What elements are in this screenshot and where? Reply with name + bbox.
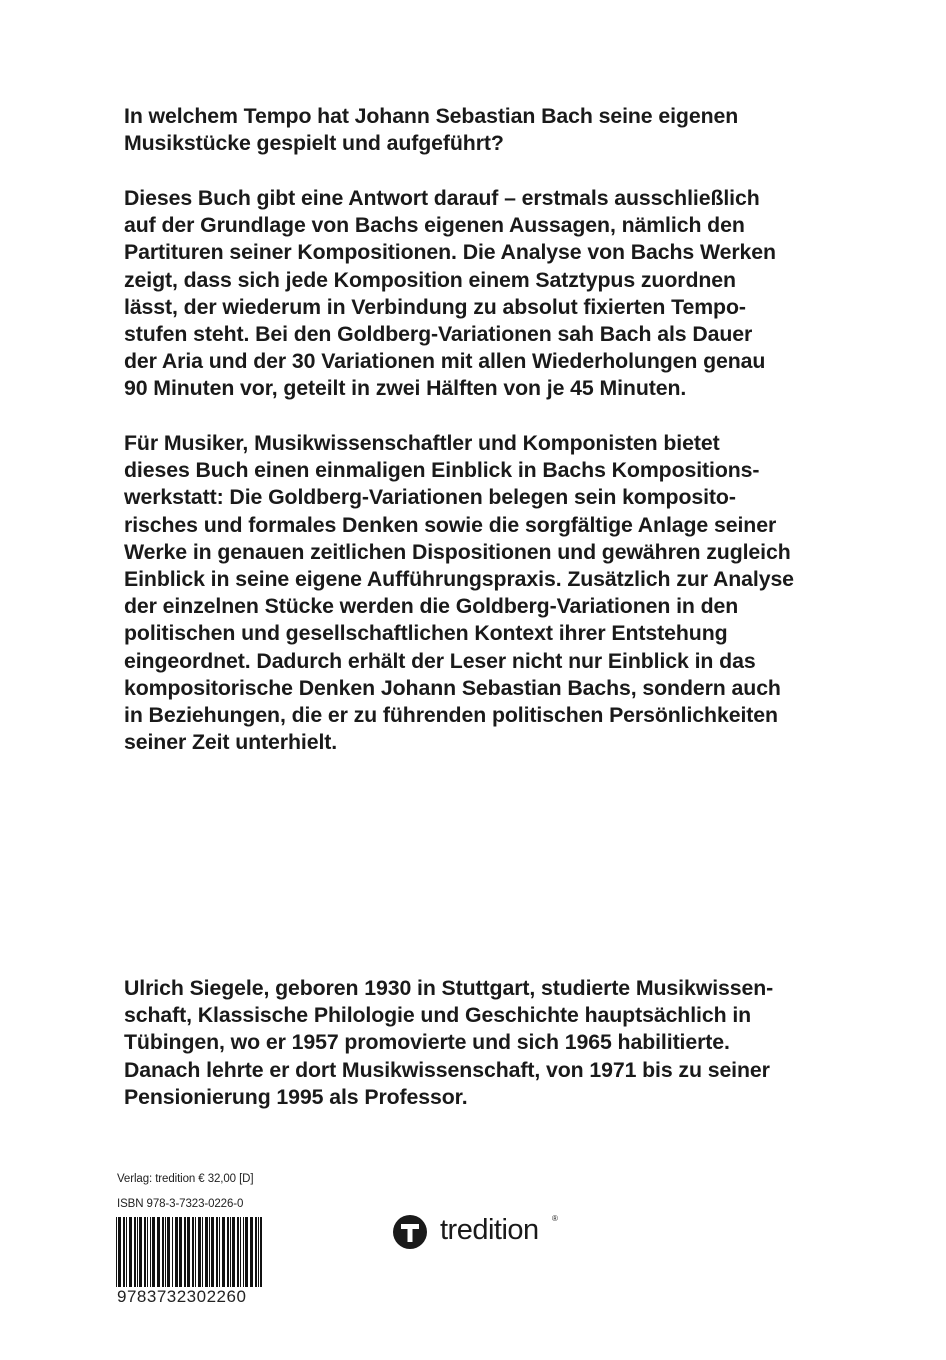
isbn-text: ISBN 978-3-7323-0226-0 bbox=[117, 1198, 244, 1210]
barcode-bar bbox=[192, 1217, 194, 1287]
barcode-bar bbox=[230, 1217, 231, 1287]
paragraph-audience bbox=[124, 430, 864, 756]
text-line: stufen steht. Bei den Goldberg-Variationen sah Bach als Dauer bbox=[124, 322, 753, 347]
text-line: Pensionierung 1995 als Professor. bbox=[124, 1084, 468, 1109]
barcode-bar bbox=[232, 1217, 235, 1287]
barcode-bar bbox=[165, 1217, 166, 1287]
barcode-bar bbox=[205, 1217, 208, 1287]
barcode-bar bbox=[179, 1217, 182, 1287]
barcode-bar bbox=[198, 1217, 201, 1287]
barcode-bar bbox=[260, 1217, 262, 1287]
text-line: Danach lehrte er dort Musikwissenschaft, von 1971 bis zu seiner bbox=[124, 1057, 770, 1082]
paragraph-question bbox=[124, 103, 864, 157]
barcode-bar bbox=[147, 1217, 148, 1287]
barcode-label bbox=[104, 1165, 272, 1315]
barcode-bar bbox=[137, 1217, 138, 1287]
barcode-bar bbox=[255, 1217, 257, 1287]
publisher-price-text: Verlag: tredition € 32,00 [D] bbox=[117, 1173, 254, 1185]
barcode-bar bbox=[209, 1217, 210, 1287]
tredition-logo bbox=[392, 1212, 562, 1254]
barcode-bar bbox=[240, 1217, 241, 1287]
barcode-bar bbox=[227, 1217, 229, 1287]
tredition-mark-icon bbox=[392, 1214, 428, 1250]
text-line: In welchem Tempo hat Johann Sebastian Bach seine eigenen bbox=[124, 104, 739, 128]
text-line: Dieses Buch gibt eine Antwort darauf – erstmals ausschließlich bbox=[124, 186, 760, 210]
barcode-bar bbox=[222, 1217, 225, 1287]
barcode-bar bbox=[250, 1217, 253, 1287]
barcode-bar bbox=[118, 1217, 121, 1287]
text-line: risches und formales Denken sowie die sorgfältige Anlage seiner bbox=[124, 512, 777, 537]
barcode-bar bbox=[129, 1217, 132, 1287]
text-line: eingeordnet. Dadurch erhält der Leser nicht nur Einblick in das bbox=[124, 648, 756, 673]
text-line: Musikstücke gespielt und aufgeführt? bbox=[124, 131, 504, 156]
barcode-bar bbox=[157, 1217, 160, 1287]
registered-mark: ® bbox=[552, 1214, 558, 1223]
text-line: werkstatt: Die Goldberg-Variationen belegen sein komposito- bbox=[124, 485, 736, 510]
tredition-wordmark: tredition bbox=[440, 1214, 539, 1246]
barcode-bar bbox=[245, 1217, 248, 1287]
barcode-bar bbox=[152, 1217, 155, 1287]
barcode-bar bbox=[172, 1217, 173, 1287]
barcode-bar bbox=[184, 1217, 186, 1287]
text-line: schaft, Klassische Philologie und Geschichte hauptsächlich in bbox=[124, 1003, 752, 1028]
text-line: seiner Zeit unterhielt. bbox=[124, 730, 338, 755]
text-line: lässt, der wiederum in Verbindung zu absolut fixierten Tempo- bbox=[124, 294, 746, 319]
text-line: Einblick in seine eigene Aufführungspraxis. Zusätzlich zur Analyse bbox=[124, 567, 794, 592]
text-line: Ulrich Siegele, geboren 1930 in Stuttgart, studierte Musikwissen- bbox=[124, 976, 774, 1000]
text-line: Partituren seiner Kompositionen. Die Analyse von Bachs Werken bbox=[124, 240, 776, 265]
text-line: kompositorische Denken Johann Sebastian Bachs, sondern auch bbox=[124, 675, 781, 700]
barcode-bar bbox=[237, 1217, 239, 1287]
text-line: dieses Buch einen einmaligen Einblick in Bachs Kompositions- bbox=[124, 458, 760, 483]
text-line: auf der Grundlage von Bachs eigenen Aussagen, nämlich den bbox=[124, 213, 745, 238]
text-line: der Aria und der 30 Variationen mit allen Wiederholungen genau bbox=[124, 349, 766, 374]
barcode-bar bbox=[175, 1217, 178, 1287]
barcode-bar bbox=[144, 1217, 146, 1287]
barcode-bar bbox=[139, 1217, 142, 1287]
paragraph-author-bio bbox=[124, 975, 864, 1111]
barcode-digits: 9783732302260 bbox=[117, 1287, 247, 1306]
barcode-bar bbox=[123, 1217, 125, 1287]
text-line: in Beziehungen, die er zu führenden politischen Persönlichkeiten bbox=[124, 703, 778, 728]
text-line: der einzelnen Stücke werden die Goldberg-Variationen in den bbox=[124, 594, 739, 619]
text-line: zeigt, dass sich jede Komposition einem Satztypus zuordnen bbox=[124, 267, 736, 292]
barcode-icon bbox=[116, 1217, 262, 1287]
barcode-bar bbox=[162, 1217, 164, 1287]
text-line: politischen und gesellschaftlichen Kontext ihrer Entstehung bbox=[124, 621, 728, 646]
barcode-bar bbox=[219, 1217, 220, 1287]
barcode-bar bbox=[167, 1217, 170, 1287]
barcode-bar bbox=[211, 1217, 214, 1287]
text-line: Werke in genauen zeitlichen Dispositionen und gewähren zugleich bbox=[124, 539, 791, 564]
barcode-bar bbox=[216, 1217, 218, 1287]
barcode-bar bbox=[243, 1217, 244, 1287]
barcode-bar bbox=[134, 1217, 136, 1287]
barcode-bar bbox=[195, 1217, 196, 1287]
text-line: 90 Minuten vor, geteilt in zwei Hälften von je 45 Minuten. bbox=[124, 376, 687, 401]
barcode-bar bbox=[187, 1217, 190, 1287]
barcode-bar bbox=[116, 1217, 117, 1287]
barcode-bar bbox=[150, 1217, 151, 1287]
barcode-bar bbox=[126, 1217, 127, 1287]
barcode-bar bbox=[258, 1217, 259, 1287]
text-line: Tübingen, wo er 1957 promovierte und sich 1965 habilitierte. bbox=[124, 1030, 730, 1055]
paragraph-answer bbox=[124, 185, 864, 403]
barcode-bar bbox=[202, 1217, 203, 1287]
text-line: Für Musiker, Musikwissenschaftler und Komponisten bietet bbox=[124, 431, 720, 455]
